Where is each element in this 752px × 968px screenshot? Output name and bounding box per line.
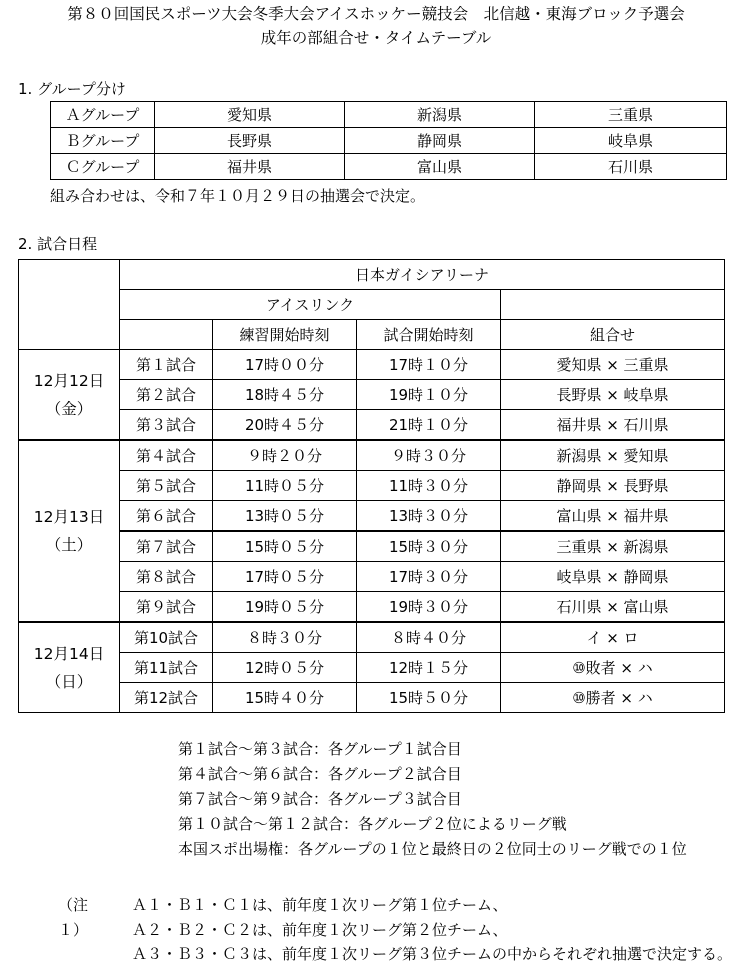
matchup: 三重県 × 新潟県	[501, 531, 725, 562]
matchup: ⑩勝者 × ハ	[501, 683, 725, 713]
practice-time: 13時０５分	[213, 501, 357, 532]
section2-heading: 2. 試合日程	[18, 235, 98, 253]
group-row	[51, 154, 727, 180]
game-number: 第12試合	[120, 683, 213, 713]
game-number: 第３試合	[120, 410, 213, 441]
practice-time: ９時２０分	[213, 440, 357, 471]
game-number: 第５試合	[120, 471, 213, 501]
practice-time: 17時０５分	[213, 562, 357, 592]
document-subtitle: 成年の部組合せ・タイムテーブル	[260, 29, 492, 47]
game-header-blank	[120, 320, 213, 350]
game-number: 第７試合	[120, 531, 213, 562]
start-time: 15時５０分	[357, 683, 501, 713]
group-team: 岐阜県	[535, 128, 727, 154]
matchup: 愛知県 × 三重県	[501, 350, 725, 380]
schedule-row	[19, 501, 725, 532]
practice-time: 17時００分	[213, 350, 357, 380]
group-team: 長野県	[155, 128, 345, 154]
practice-time: 18時４５分	[213, 380, 357, 410]
day-of-week: （土）	[45, 536, 93, 554]
start-time: 13時３０分	[357, 501, 501, 532]
group-team: 新潟県	[345, 102, 535, 128]
matchup: 新潟県 × 愛知県	[501, 440, 725, 471]
matchup-header: 組合せ	[501, 320, 725, 350]
footnote-line: Ａ３・Ｂ３・Ｃ３は、前年度１次リーグ第３位チームの中からそれぞれ抽選で決定する。	[132, 945, 733, 963]
start-time: 12時１５分	[357, 653, 501, 683]
matchup: 石川県 × 富山県	[501, 592, 725, 623]
start-time: 19時１０分	[357, 380, 501, 410]
start-time: 15時３０分	[357, 531, 501, 562]
start-time: 19時３０分	[357, 592, 501, 623]
day-of-week: （日）	[45, 672, 93, 691]
footnote-label: （注１）	[58, 896, 89, 939]
rink-blank-cell	[501, 290, 725, 320]
game-number: 第４試合	[120, 440, 213, 471]
group-table	[50, 101, 727, 180]
group-name: Ｃグループ	[51, 154, 155, 180]
practice-time: 15時０５分	[213, 531, 357, 562]
column-header-row	[19, 320, 725, 350]
group-row	[51, 102, 727, 128]
schedule-row	[19, 350, 725, 380]
note-line: 第１０試合～第１２試合：各グループ２位によるリーグ戦	[178, 815, 567, 833]
matchup: 静岡県 × 長野県	[501, 471, 725, 501]
group-team: 富山県	[345, 154, 535, 180]
footnote-lines	[132, 893, 732, 967]
rink-header-row	[19, 290, 725, 320]
start-time: ８時４０分	[357, 622, 501, 653]
practice-time: 20時４５分	[213, 410, 357, 441]
start-time: ９時３０分	[357, 440, 501, 471]
matchup: 富山県 × 福井県	[501, 501, 725, 532]
group-team: 三重県	[535, 102, 727, 128]
matchup: 岐阜県 × 静岡県	[501, 562, 725, 592]
group-row	[51, 128, 727, 154]
group-team: 石川県	[535, 154, 727, 180]
footnote-line: Ａ１・Ｂ１・Ｃ１は、前年度１次リーグ第１位チーム、	[132, 896, 508, 914]
note-line: 本国スポ出場権：各グループの１位と最終日の２位同士のリーグ戦での１位	[178, 840, 687, 858]
matchup: 長野県 × 岐阜県	[501, 380, 725, 410]
practice-time: 19時０５分	[213, 592, 357, 623]
group-team: 愛知県	[155, 102, 345, 128]
venue-name: 日本ガイシアリーナ	[120, 260, 725, 290]
practice-time: 11時０５分	[213, 471, 357, 501]
document-title: 第８０回国民スポーツ大会冬季大会アイスホッケー競技会 北信越・東海ブロック予選会	[67, 5, 685, 23]
practice-time: ８時３０分	[213, 622, 357, 653]
schedule-row	[19, 592, 725, 623]
date-cell	[19, 622, 120, 713]
section1-heading: 1. グループ分け	[18, 80, 126, 98]
schedule-row	[19, 440, 725, 471]
game-number: 第８試合	[120, 562, 213, 592]
day-of-week: （金）	[45, 399, 93, 418]
start-time: 17時３０分	[357, 562, 501, 592]
game-number: 第11試合	[120, 653, 213, 683]
group-team: 福井県	[155, 154, 345, 180]
venue-header-row	[19, 260, 725, 290]
practice-time-header: 練習開始時刻	[213, 320, 357, 350]
matchup: 福井県 × 石川県	[501, 410, 725, 441]
date-cell	[19, 440, 120, 622]
practice-time: 15時４０分	[213, 683, 357, 713]
start-time-header: 試合開始時刻	[357, 320, 501, 350]
game-number: 第２試合	[120, 380, 213, 410]
note-line: 第４試合～第６試合：各グループ２試合目	[178, 765, 462, 783]
date-label: 12月14日	[33, 644, 105, 663]
rink-name: アイスリンク	[120, 290, 501, 320]
corner-cell	[19, 260, 120, 350]
date-cell	[19, 350, 120, 441]
footnote-line: Ａ２・Ｂ２・Ｃ２は、前年度１次リーグ第２位チーム、	[132, 920, 508, 939]
game-number: 第６試合	[120, 501, 213, 532]
draw-decision-note: 組み合わせは、令和７年１０月２９日の抽選会で決定。	[50, 187, 426, 205]
schedule-row	[19, 531, 725, 562]
game-notes	[178, 737, 687, 862]
schedule-row	[19, 380, 725, 410]
group-name: Ａグループ	[51, 102, 155, 128]
schedule-table	[18, 259, 725, 713]
note-line: 第７試合～第９試合：各グループ３試合目	[178, 790, 462, 808]
date-label: 12月12日	[33, 371, 105, 390]
start-time: 17時１０分	[357, 350, 501, 380]
note-line: 第１試合～第３試合：各グループ１試合目	[178, 740, 462, 758]
game-number: 第１試合	[120, 350, 213, 380]
schedule-row	[19, 562, 725, 592]
practice-time: 12時０５分	[213, 653, 357, 683]
schedule-row	[19, 622, 725, 653]
start-time: 21時１０分	[357, 410, 501, 441]
group-name: Ｂグループ	[51, 128, 155, 154]
game-number: 第10試合	[120, 622, 213, 653]
matchup: ⑩敗者 × ハ	[501, 653, 725, 683]
start-time: 11時３０分	[357, 471, 501, 501]
schedule-row	[19, 471, 725, 501]
game-number: 第９試合	[120, 592, 213, 623]
schedule-row	[19, 653, 725, 683]
group-team: 静岡県	[345, 128, 535, 154]
schedule-row	[19, 410, 725, 441]
date-label: 12月13日	[33, 508, 105, 526]
schedule-row	[19, 683, 725, 713]
matchup: イ × ロ	[501, 622, 725, 653]
